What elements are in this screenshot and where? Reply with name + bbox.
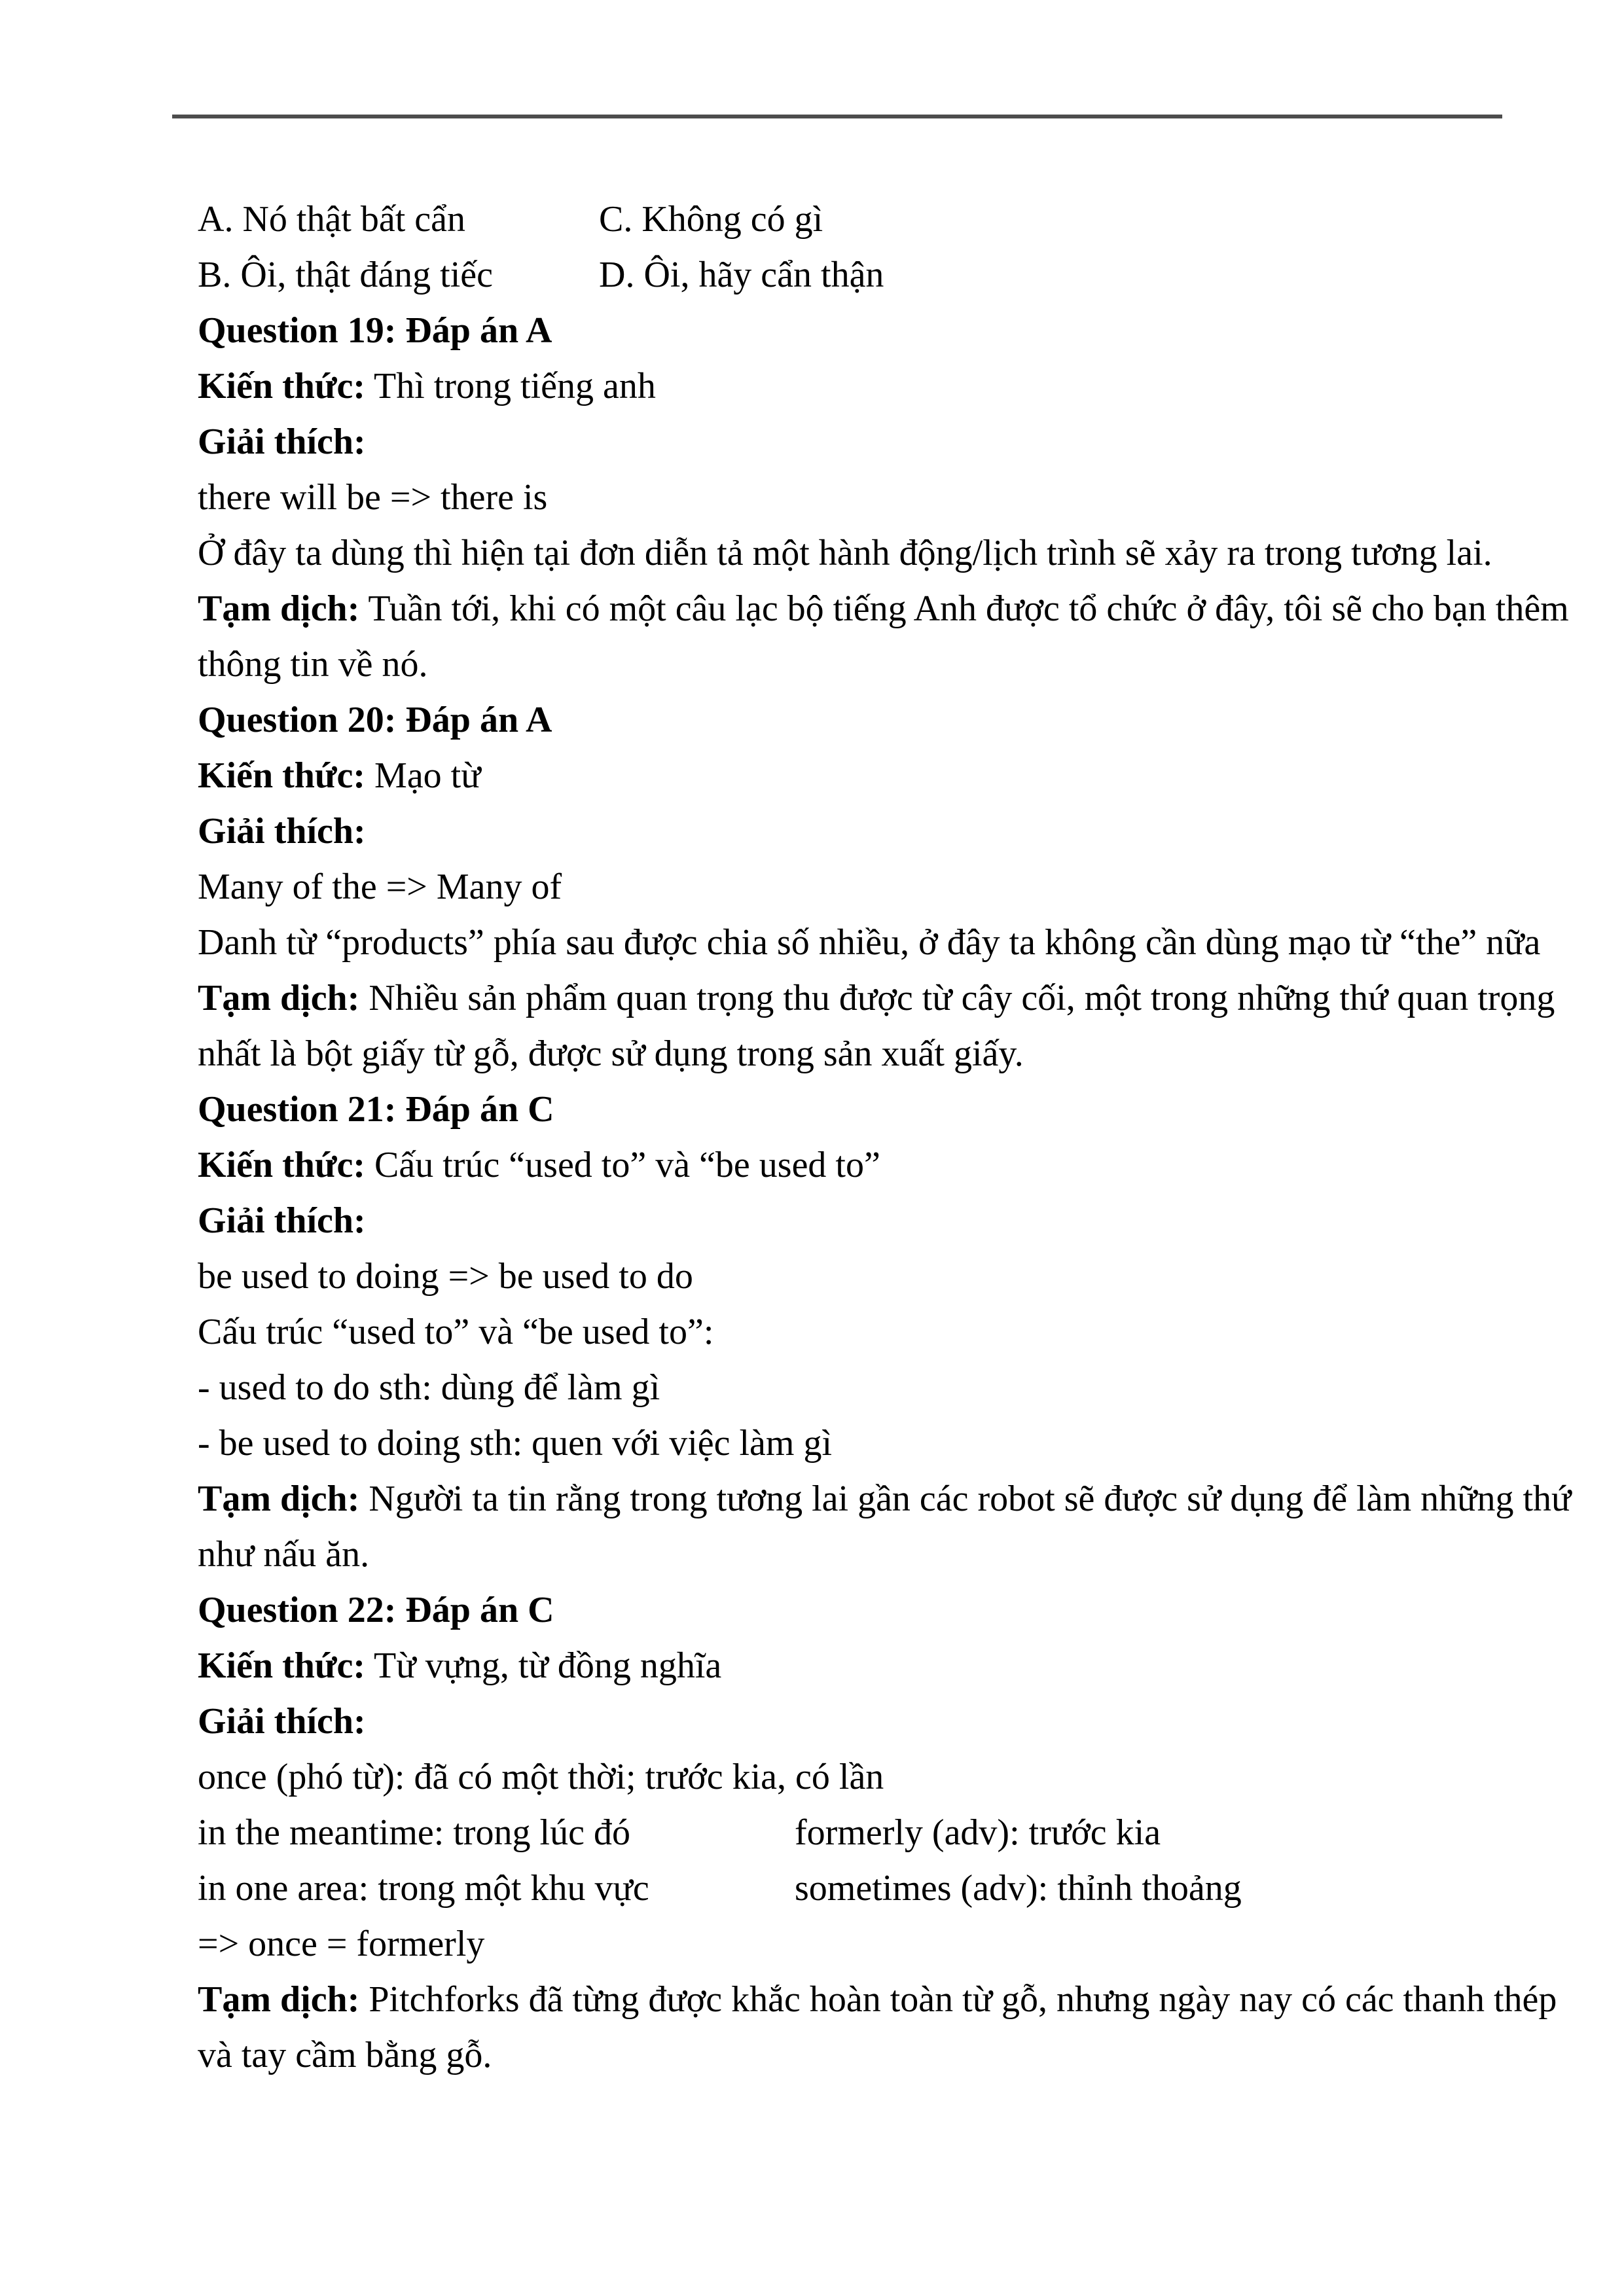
text-segment: Question 22: Đáp án C (198, 1590, 554, 1630)
question-22-translation-2 (198, 2028, 1454, 2083)
text-segment: D. Ôi, hãy cẩn thận (599, 255, 884, 295)
text-segment: Giải thích: (198, 1200, 366, 1241)
question-20-explanation (198, 915, 1541, 971)
question-22-knowledge (198, 1638, 1454, 1694)
text-segment: Tuần tới, khi có một câu lạc bộ tiếng Anh được tổ chức ở đây, tôi sẽ cho bạn thêm (359, 588, 1569, 629)
text-segment: như nấu ăn. (198, 1534, 370, 1575)
text-segment: formerly (adv): trước kia (795, 1812, 1161, 1853)
text-segment: Kiến thức: (198, 1145, 366, 1185)
text-segment: => once = formerly (198, 1924, 485, 1964)
text-segment: Người ta tin rằng trong tương lai gần các robot sẽ được sử dụng để làm những thứ (359, 1479, 1572, 1519)
question-21-translation-2 (198, 1527, 1454, 1583)
text-segment: Giải thích: (198, 422, 366, 462)
text-segment: thông tin về nó. (198, 644, 428, 685)
text-segment: Question 19: Đáp án A (198, 310, 552, 351)
text-segment: Mạo từ (365, 755, 481, 796)
question-20-knowledge (198, 748, 1454, 804)
text-segment: be used to doing => be used to do (198, 1256, 693, 1297)
question-21-structure-item-2 (198, 1416, 1454, 1471)
text-segment: - used to do sth: dùng để làm gì (198, 1367, 660, 1408)
header-rule (172, 115, 1502, 118)
text-segment: Cấu trúc “used to” và “be used to”: (198, 1312, 714, 1352)
text-segment: - be used to doing sth: quen với việc làm gì (198, 1423, 833, 1463)
text-segment: Tạm dịch: (198, 978, 360, 1018)
question-21-structure-intro (198, 1304, 1454, 1360)
text-segment: Many of the => Many of (198, 867, 562, 907)
question-19-knowledge (198, 359, 1454, 414)
question-21-explain-label (198, 1193, 1454, 1249)
question-22-explain-label (198, 1694, 1454, 1749)
question-21-translation-1 (198, 1471, 1572, 1527)
question-22-header (198, 1583, 1454, 1638)
text-segment: B. Ôi, thật đáng tiếc (198, 255, 494, 295)
question-21-knowledge (198, 1138, 1454, 1193)
text-segment: Kiến thức: (198, 366, 366, 406)
text-segment: A. Nó thật bất cẩn (198, 199, 465, 240)
question-22-translation-1 (198, 1972, 1557, 2028)
text-segment: nhất là bột giấy từ gỗ, được sử dụng trong sản xuất giấy. (198, 1033, 1024, 1074)
question-21-header (198, 1082, 1454, 1138)
text-segment: Danh từ “products” phía sau được chia số nhiều, ở đây ta không cần dùng mạo từ “the” nữa (198, 922, 1541, 963)
options-row-ac (198, 192, 1454, 247)
question-19-explain-label (198, 414, 1454, 470)
question-22-vocab-row-1 (198, 1805, 1454, 1861)
text-segment: Tạm dịch: (198, 588, 360, 629)
question-19-translation-1 (198, 581, 1569, 637)
text-segment: và tay cầm bằng gỗ. (198, 2035, 492, 2075)
text-segment: Tạm dịch: (198, 1479, 360, 1519)
question-19-translation-2 (198, 637, 1454, 692)
text-segment: Question 20: Đáp án A (198, 700, 552, 740)
question-22-vocab-row-2 (198, 1861, 1454, 1916)
text-segment: Thì trong tiếng anh (365, 366, 656, 406)
text-segment: there will be => there is (198, 477, 548, 518)
question-19-explanation (198, 526, 1492, 581)
question-20-header (198, 692, 1454, 748)
options-row-bd (198, 247, 1454, 303)
question-21-correction (198, 1249, 1454, 1304)
question-22-vocab-once (198, 1749, 1454, 1805)
text-segment: Giải thích: (198, 811, 366, 852)
question-20-translation-2 (198, 1026, 1454, 1082)
text-segment: Tạm dịch: (198, 1979, 360, 2020)
text-segment: in the meantime: trong lúc đó (198, 1812, 630, 1853)
text-segment: once (phó từ): đã có một thời; trước kia, có lần (198, 1757, 884, 1797)
document-body (198, 192, 1572, 2083)
text-segment: sometimes (adv): thỉnh thoảng (795, 1868, 1242, 1909)
text-segment: Nhiều sản phẩm quan trọng thu được từ cây cối, một trong những thứ quan trọng (359, 978, 1555, 1018)
text-segment: Cấu trúc “used to” và “be used to” (365, 1145, 880, 1185)
question-22-conclusion (198, 1916, 1454, 1972)
question-19-correction (198, 470, 1454, 526)
text-segment: C. Không có gì (599, 199, 823, 240)
text-segment: in one area: trong một khu vực (198, 1868, 649, 1909)
question-20-translation-1 (198, 971, 1555, 1026)
text-segment: Pitchforks đã từng được khắc hoàn toàn từ gỗ, nhưng ngày nay có các thanh thép (359, 1979, 1557, 2020)
question-20-correction (198, 859, 1454, 915)
question-19-header (198, 303, 1454, 359)
question-21-structure-item-1 (198, 1360, 1454, 1416)
text-segment: Kiến thức: (198, 755, 366, 796)
text-segment: Question 21: Đáp án C (198, 1089, 554, 1130)
text-segment: Kiến thức: (198, 1645, 366, 1686)
text-segment: Từ vựng, từ đồng nghĩa (365, 1645, 722, 1686)
question-20-explain-label (198, 804, 1454, 859)
text-segment: Ở đây ta dùng thì hiện tại đơn diễn tả một hành động/lịch trình sẽ xảy ra trong tương lai. (198, 533, 1492, 573)
text-segment: Giải thích: (198, 1701, 366, 1742)
